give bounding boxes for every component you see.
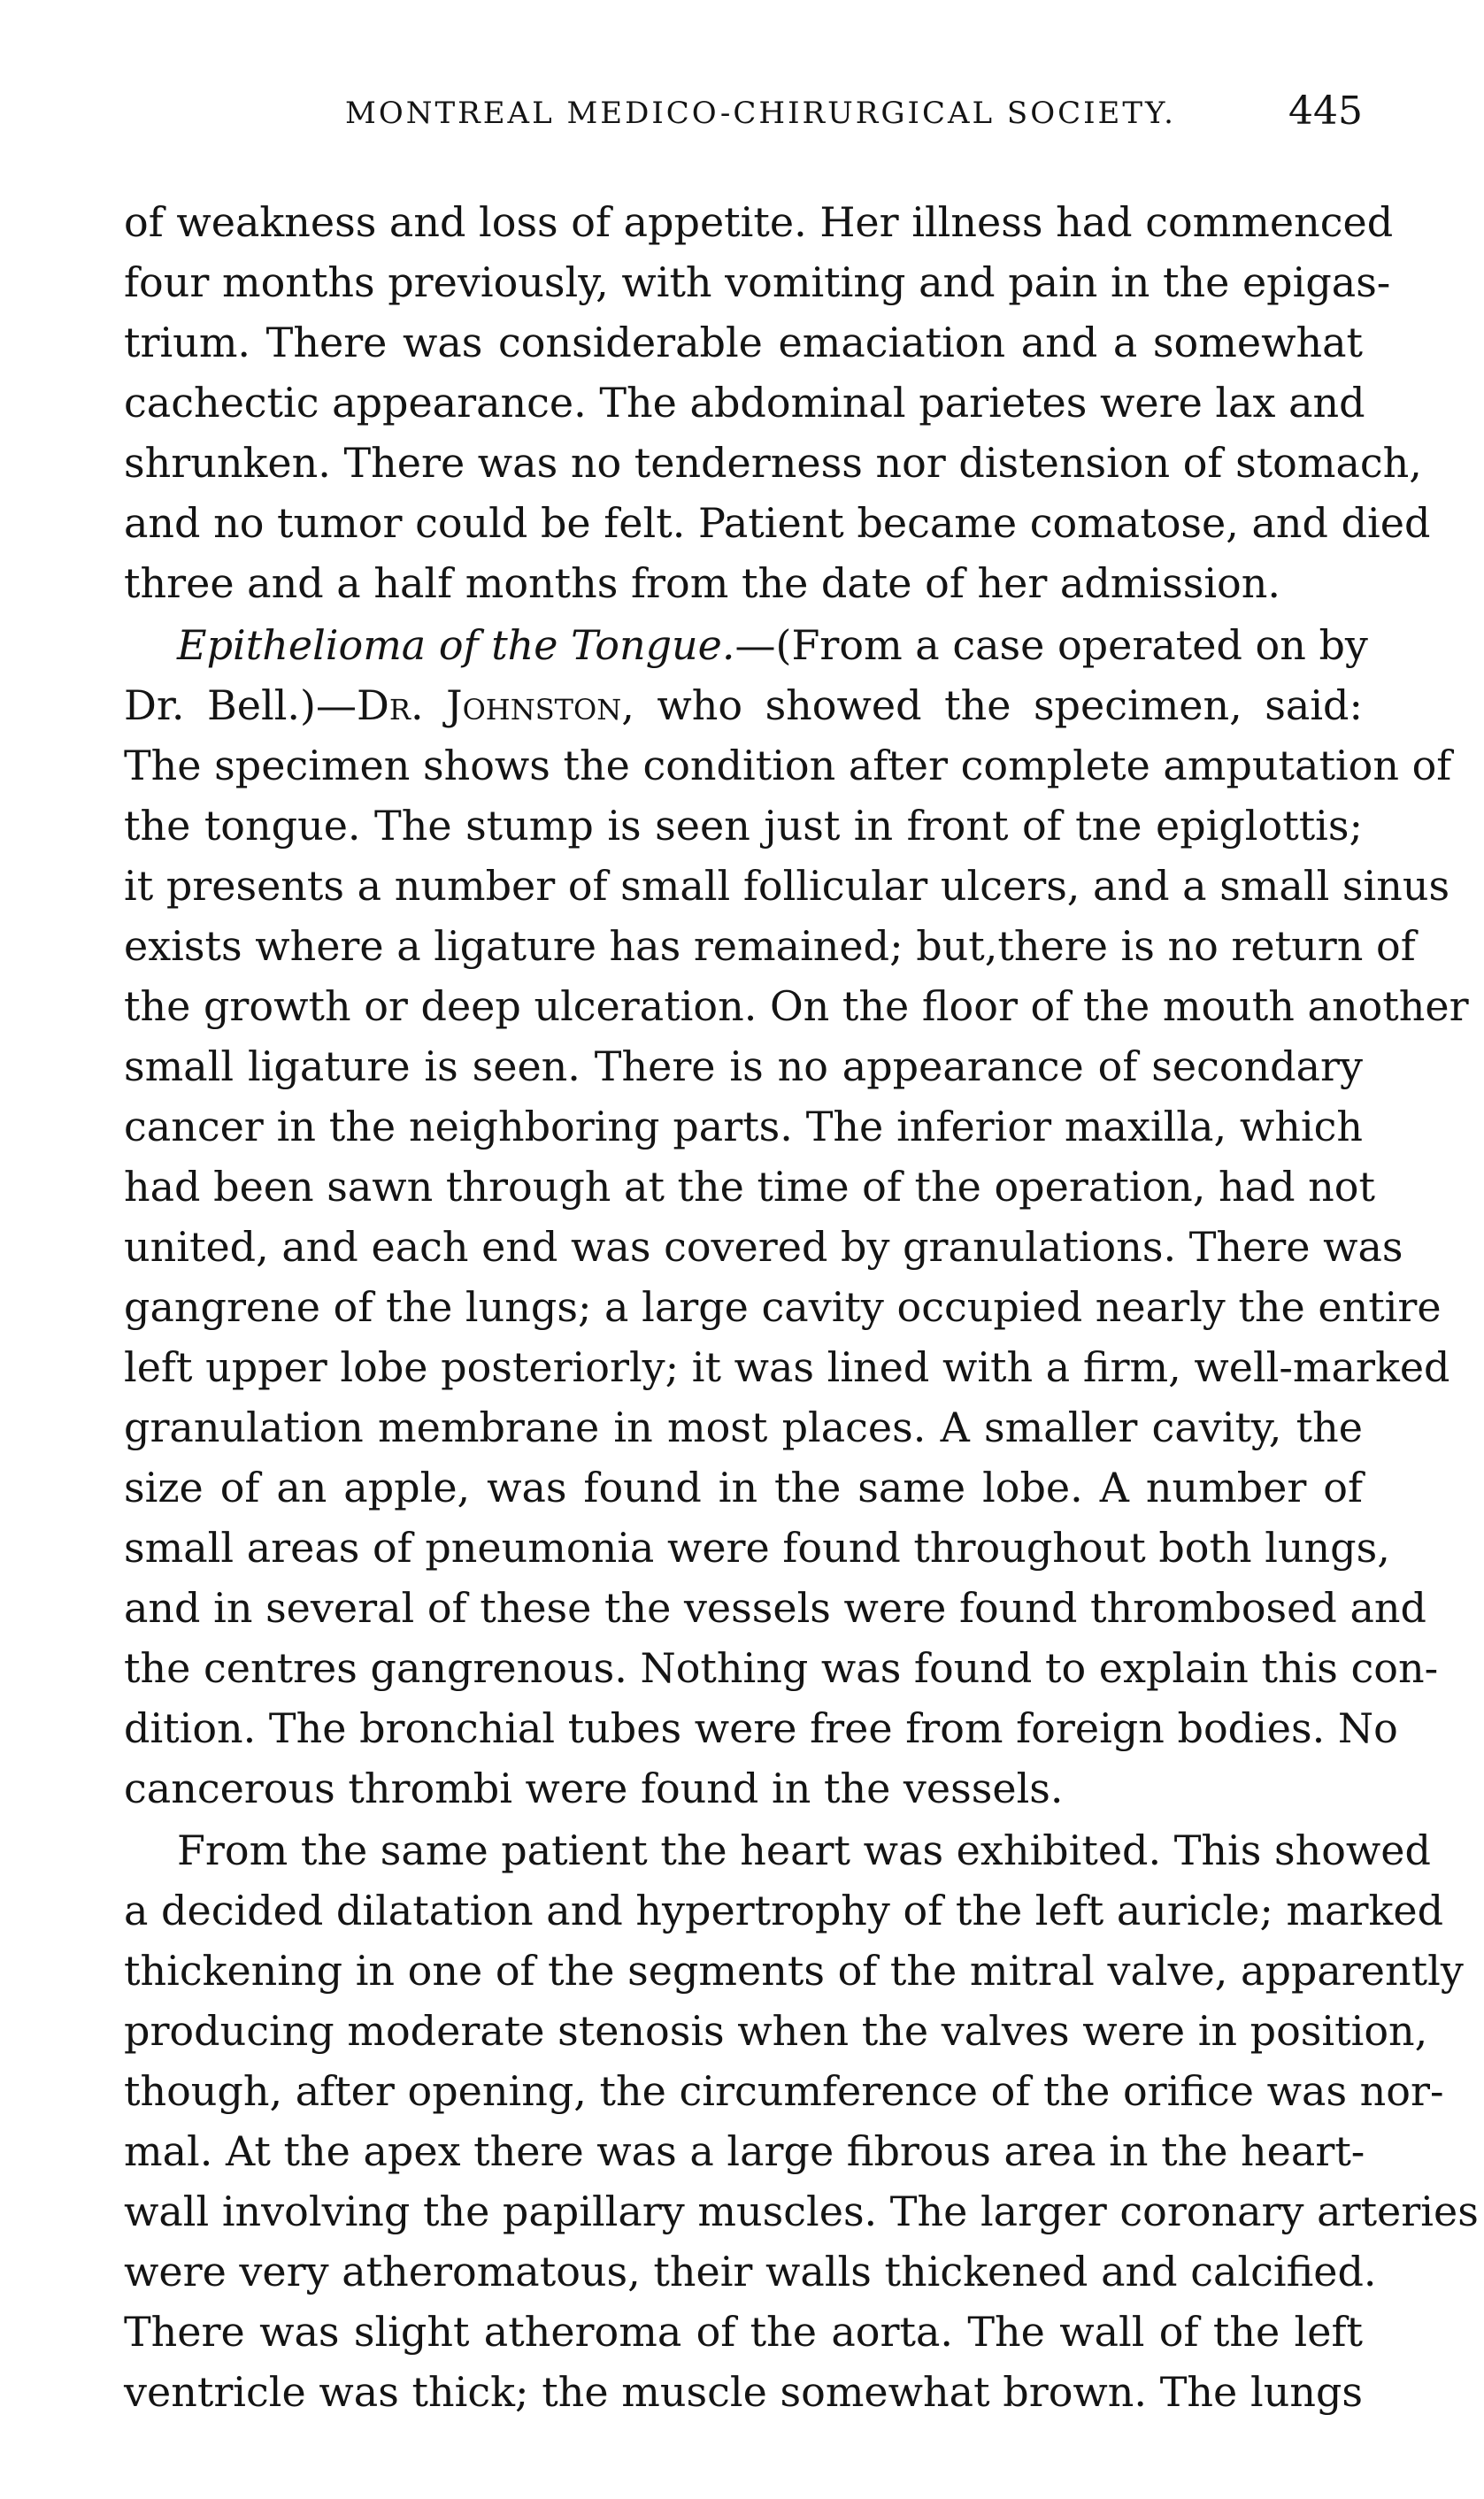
text-line	[124, 678, 1363, 733]
text-line: had been sawn through at the time of the operation, had not	[124, 1163, 1375, 1211]
page-number: 445	[1288, 88, 1363, 134]
text-line: small areas of pneumonia were found throughout both lungs,	[124, 1524, 1390, 1572]
text-line: gangrene of the lungs; a large cavity occupied nearly the entire	[124, 1283, 1442, 1331]
text-line: the growth or deep ulceration. On the floor of the mouth another	[124, 982, 1469, 1030]
text-line: producing moderate stenosis when the valves were in position,	[124, 2007, 1428, 2055]
text-line: dition. The bronchial tubes were free from foreign bodies. No	[124, 1704, 1398, 1752]
text-line: From the same patient the heart was exhibited. This showed	[177, 1826, 1431, 1874]
text-line: the centres gangrenous. Nothing was found to explain this con-	[124, 1644, 1439, 1692]
text-line: four months previously, with vomiting and pain in the epigas-	[124, 258, 1391, 306]
text-line: and no tumor could be felt. Patient became comatose, and died	[124, 499, 1431, 547]
text-line: of weakness and loss of appetite. Her illness had commenced	[124, 198, 1394, 246]
text-line: thickening in one of the segments of the mitral valve, apparently	[124, 1947, 1464, 1995]
section-heading-line	[177, 618, 1368, 673]
text-line: shrunken. There was no tenderness nor distension of stomach,	[124, 439, 1422, 487]
text-line: wall involving the papillary muscles. The larger coronary arteries	[124, 2188, 1479, 2235]
text-line: three and a half months from the date of her admission.	[124, 559, 1281, 607]
section-title: Epithelioma of the Tongue.	[177, 621, 735, 669]
text-line: ventricle was thick; the muscle somewhat brown. The lungs	[124, 2368, 1363, 2416]
running-head: MONTREAL MEDICO-CHIRURGICAL SOCIETY.	[345, 96, 1176, 131]
text-line: cancer in the neighboring parts. The inferior maxilla, which	[124, 1103, 1363, 1150]
text-fragment: Dr. Bell.)—	[124, 681, 357, 729]
text-line: it presents a number of small follicular ulcers, and a small sinus	[124, 862, 1450, 910]
text-fragment: who showed the specimen, said:	[634, 681, 1363, 729]
text-line: trium. There was considerable emaciation and a somewhat	[124, 319, 1363, 366]
text-line: a decided dilatation and hypertrophy of the left auricle; marked	[124, 1887, 1444, 1934]
text-line: were very atheromatous, their walls thickened and calcified.	[124, 2248, 1377, 2295]
text-line: cachectic appearance. The abdominal parietes were lax and	[124, 379, 1365, 427]
text-line: united, and each end was covered by granulations. There was	[124, 1223, 1403, 1271]
text-line: mal. At the apex there was a large fibrous area in the heart-	[124, 2127, 1365, 2175]
text-line: though, after opening, the circumference of the orifice was nor-	[124, 2067, 1444, 2115]
text-line: left upper lobe posteriorly; it was lined with a firm, well-marked	[124, 1343, 1450, 1391]
speaker-name: Dr. Johnston,	[357, 681, 634, 729]
text-line: cancerous thrombi were found in the vessels.	[124, 1765, 1064, 1812]
text-line: and in several of these the vessels were found thrombosed and	[124, 1584, 1426, 1632]
text-line: small ligature is seen. There is no appearance of secondary	[124, 1042, 1363, 1090]
text-line: granulation membrane in most places. A smaller cavity, the	[124, 1403, 1363, 1451]
text-line: exists where a ligature has remained; but,there is no return of	[124, 922, 1416, 970]
text-fragment: —(From a case operated on by	[734, 621, 1368, 669]
text-line: There was slight atheroma of the aorta. The wall of the left	[124, 2308, 1363, 2356]
page-header	[124, 88, 1363, 142]
text-line: the tongue. The stump is seen just in front of tne epiglottis;	[124, 802, 1363, 850]
text-line: The specimen shows the condition after complete amputation of	[124, 742, 1452, 789]
text-line: size of an apple, was found in the same lobe. A number of	[124, 1464, 1363, 1511]
